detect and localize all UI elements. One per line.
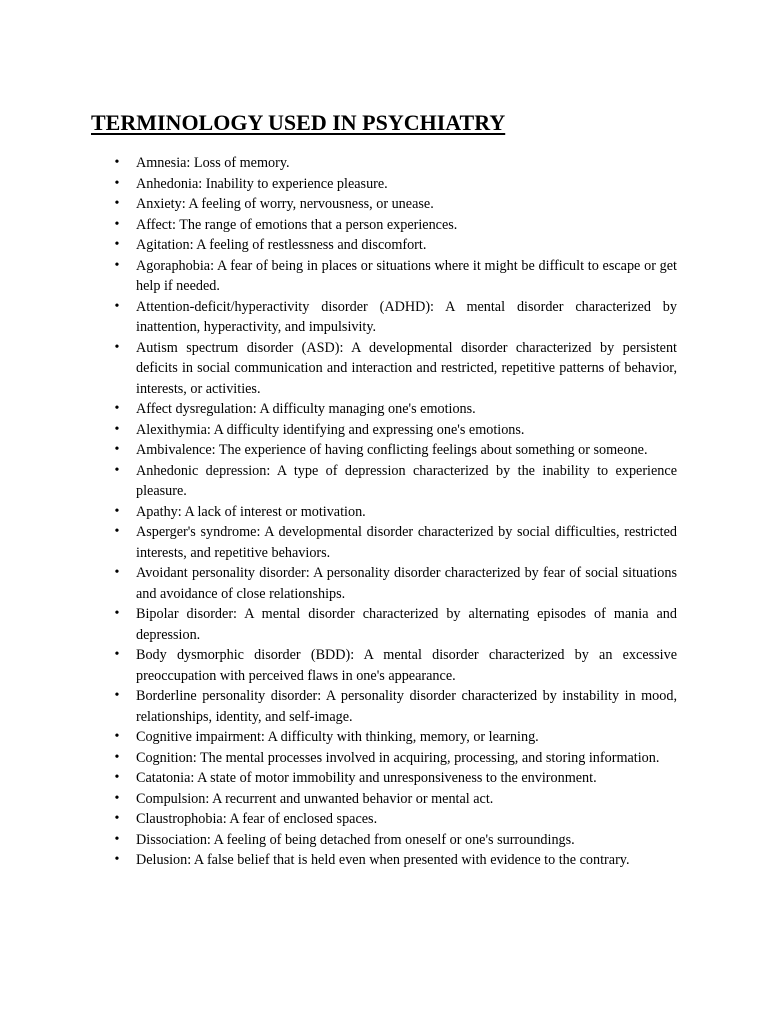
bullet-icon: •	[114, 790, 120, 806]
list-item	[114, 563, 677, 604]
term-text: Cognition: The mental processes involved in acquiring, processing, and storing information.	[136, 749, 660, 766]
list-item	[114, 502, 677, 523]
list-item	[114, 399, 677, 420]
term-text: Agoraphobia: A fear of being in places or situations where it might be difficult to escape or get help if needed.	[136, 257, 677, 294]
term-text: Apathy: A lack of interest or motivation.	[136, 503, 366, 520]
term-text: Delusion: A false belief that is held even when presented with evidence to the contrary.	[136, 852, 630, 868]
bullet-icon: •	[114, 524, 120, 539]
bullet-icon: •	[114, 462, 120, 478]
bullet-icon: •	[114, 831, 120, 847]
bullet-icon: •	[114, 155, 120, 170]
list-item	[114, 604, 677, 645]
bullet-icon: •	[114, 606, 120, 621]
list-item	[114, 748, 677, 769]
term-text: Anhedonia: Inability to experience pleasure.	[136, 175, 388, 192]
term-text: Agitation: A feeling of restlessness and discomfort.	[136, 237, 427, 253]
bullet-icon: •	[114, 257, 120, 273]
term-text: Dissociation: A feeling of being detached from oneself or one's surroundings.	[136, 831, 575, 848]
term-text: Bipolar disorder: A mental disorder characterized by alternating episodes of mania and depression.	[136, 606, 677, 643]
bullet-icon: •	[114, 196, 120, 211]
bullet-icon: •	[114, 852, 120, 867]
bullet-icon: •	[114, 298, 120, 314]
bullet-icon: •	[114, 237, 120, 252]
list-item	[114, 850, 677, 871]
list-item	[114, 809, 677, 830]
term-text: Attention-deficit/hyperactivity disorder (ADHD): A mental disorder characterized by inattention, hyperactivity, and impulsivity.	[136, 298, 677, 335]
list-item	[114, 297, 677, 338]
term-text: Borderline personality disorder: A personality disorder characterized by instability in mood, relationships, identity, and self-image.	[136, 688, 677, 725]
list-item	[114, 789, 677, 810]
term-text: Avoidant personality disorder: A personality disorder characterized by fear of social situations and avoidance of close relationships.	[136, 565, 677, 602]
bullet-icon: •	[114, 749, 120, 765]
bullet-icon: •	[114, 647, 120, 662]
list-item	[114, 440, 677, 461]
list-item	[114, 174, 677, 195]
terminology-list	[114, 153, 677, 871]
bullet-icon: •	[114, 503, 120, 519]
term-text: Amnesia: Loss of memory.	[136, 155, 290, 171]
bullet-icon: •	[114, 421, 120, 437]
list-item	[114, 461, 677, 502]
term-text: Body dysmorphic disorder (BDD): A mental disorder characterized by an excessive preoccupation with perceived flaws in one's appearance.	[136, 647, 677, 684]
term-text: Compulsion: A recurrent and unwanted behavior or mental act.	[136, 790, 494, 807]
list-item	[114, 235, 677, 256]
list-item	[114, 256, 677, 297]
term-text: Affect: The range of emotions that a person experiences.	[136, 216, 458, 233]
bullet-icon: •	[114, 565, 120, 580]
bullet-icon: •	[114, 729, 120, 744]
list-item	[114, 215, 677, 236]
list-item	[114, 194, 677, 215]
bullet-icon: •	[114, 175, 120, 191]
list-item	[114, 830, 677, 851]
term-text: Anhedonic depression: A type of depression characterized by the inability to experience pleasure.	[136, 462, 677, 499]
bullet-icon: •	[114, 770, 120, 785]
bullet-icon: •	[114, 811, 120, 826]
list-item	[114, 645, 677, 686]
term-text: Asperger's syndrome: A developmental disorder characterized by social difficulties, restricted interests, and repetitive behaviors.	[136, 524, 677, 561]
term-text: Claustrophobia: A fear of enclosed spaces.	[136, 811, 378, 827]
list-item	[114, 338, 677, 400]
bullet-icon: •	[114, 401, 120, 416]
bullet-icon: •	[114, 339, 120, 355]
page-title: TERMINOLOGY USED IN PSYCHIATRY	[91, 110, 506, 135]
term-text: Alexithymia: A difficulty identifying and expressing one's emotions.	[136, 421, 525, 438]
term-text: Cognitive impairment: A difficulty with thinking, memory, or learning.	[136, 729, 539, 745]
list-item	[114, 522, 677, 563]
list-item	[114, 420, 677, 441]
list-item	[114, 727, 677, 748]
list-item	[114, 686, 677, 727]
term-text: Autism spectrum disorder (ASD): A developmental disorder characterized by persistent deficits in social communication and interaction and restricted, repetitive patterns of behavior, interests, or activities.	[136, 339, 677, 397]
list-item	[114, 768, 677, 789]
bullet-icon: •	[114, 688, 120, 703]
term-text: Affect dysregulation: A difficulty managing one's emotions.	[136, 401, 476, 417]
list-item	[114, 153, 677, 174]
term-text: Anxiety: A feeling of worry, nervousness, or unease.	[136, 196, 434, 212]
term-text: Catatonia: A state of motor immobility and unresponsiveness to the environment.	[136, 770, 597, 786]
term-text: Ambivalence: The experience of having conflicting feelings about something or someone.	[136, 442, 648, 458]
bullet-icon: •	[114, 442, 120, 457]
bullet-icon: •	[114, 216, 120, 232]
